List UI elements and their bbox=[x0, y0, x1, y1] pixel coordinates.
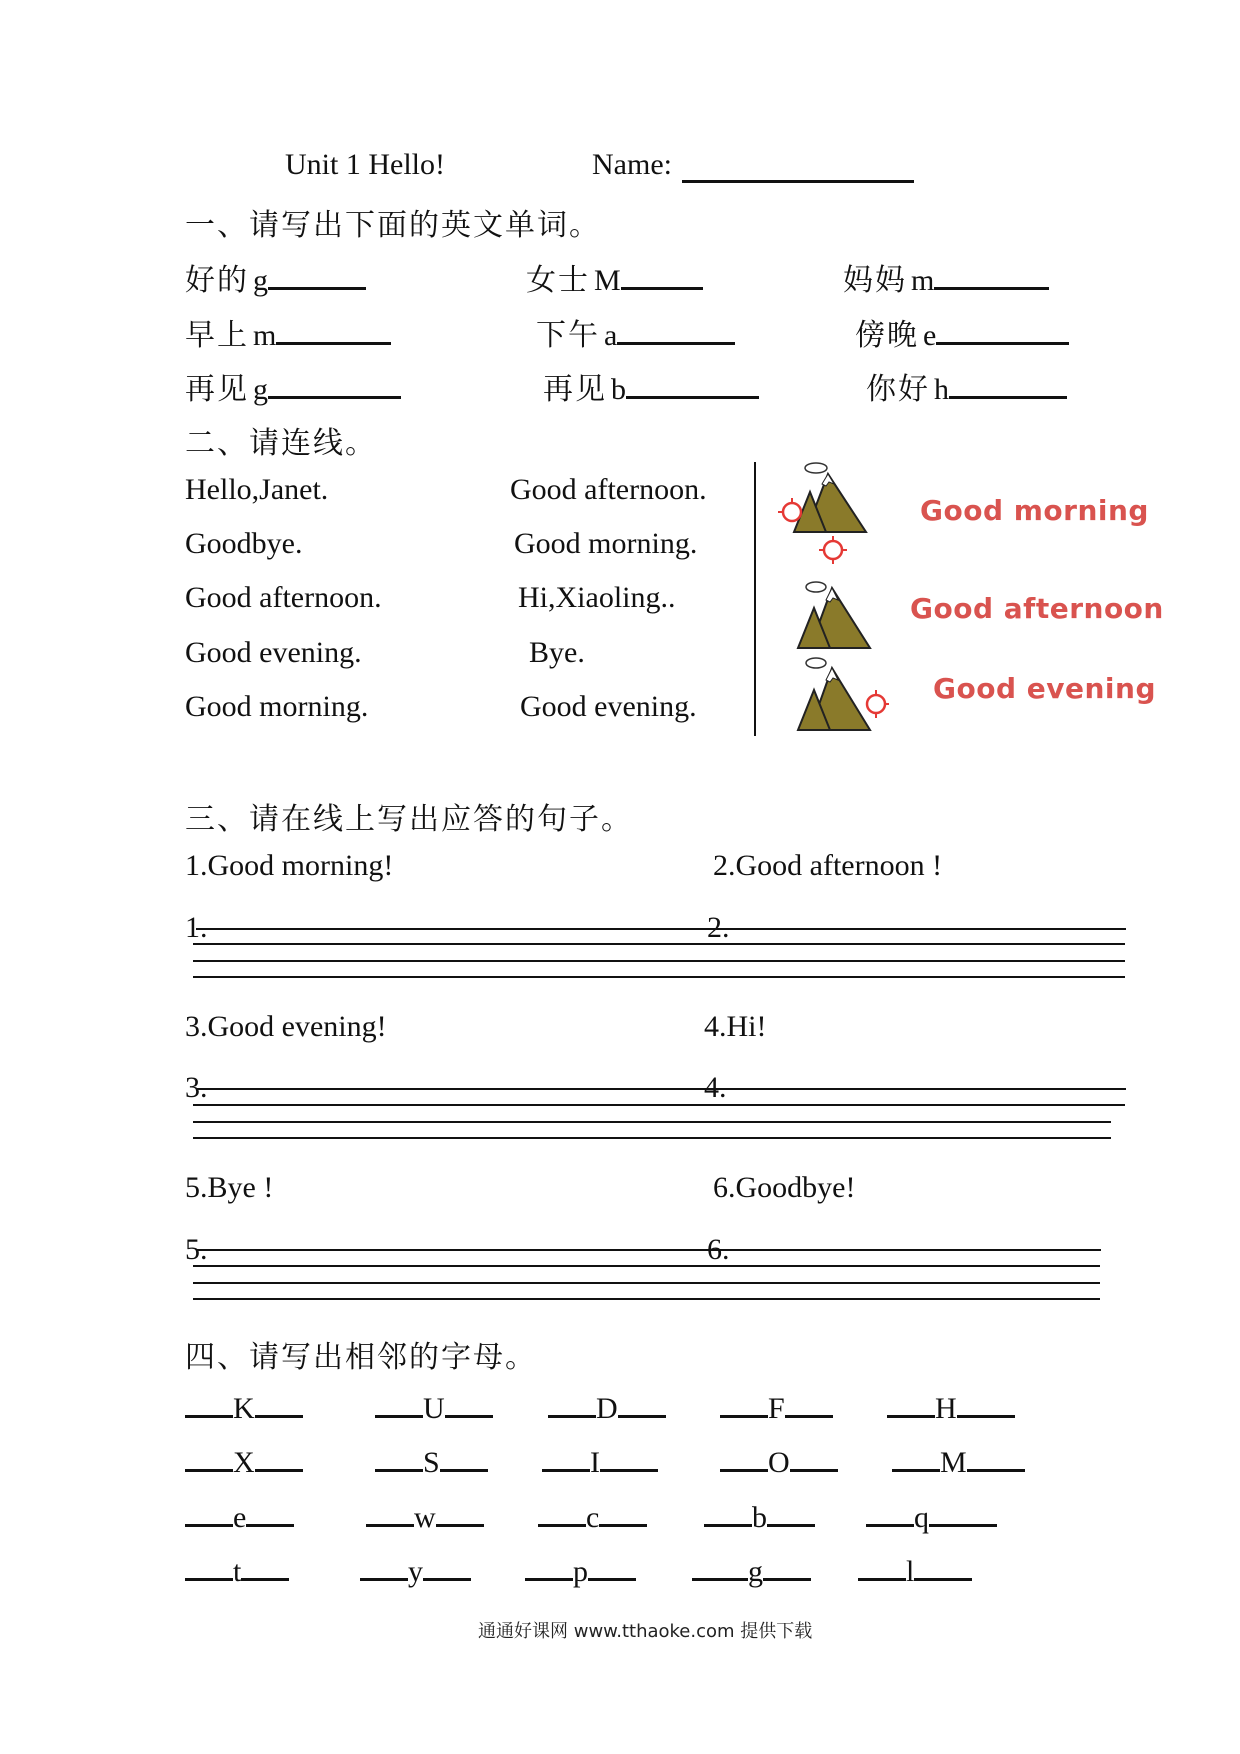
letter-blank[interactable] bbox=[185, 1550, 233, 1581]
letter-blank[interactable] bbox=[366, 1496, 414, 1527]
section3-title: 三、请在线上写出应答的句子。 bbox=[185, 802, 633, 837]
letter-blank[interactable] bbox=[436, 1496, 484, 1527]
word-first-letter: b bbox=[611, 373, 626, 406]
letter-item bbox=[858, 1550, 972, 1589]
word-chinese: 妈妈 bbox=[843, 263, 907, 298]
letter-blank[interactable] bbox=[542, 1441, 590, 1472]
word-first-letter: g bbox=[253, 264, 268, 297]
answer-line[interactable] bbox=[193, 1104, 1125, 1106]
answer-line[interactable] bbox=[193, 1298, 1100, 1300]
match-right-item[interactable]: Good morning. bbox=[514, 527, 698, 560]
match-right-item[interactable]: Good afternoon. bbox=[510, 473, 707, 506]
letter: X bbox=[233, 1446, 255, 1479]
section1-title: 一、请写出下面的英文单词。 bbox=[185, 208, 601, 243]
section2-title: 二、请连线。 bbox=[185, 426, 377, 461]
letter-item bbox=[185, 1441, 303, 1480]
letter-blank[interactable] bbox=[255, 1441, 303, 1472]
letter-item bbox=[185, 1387, 303, 1426]
letter: b bbox=[752, 1501, 767, 1534]
word-chinese: 再见 bbox=[185, 372, 249, 407]
letter-blank[interactable] bbox=[866, 1496, 914, 1527]
letter-item bbox=[185, 1550, 289, 1589]
letter: t bbox=[233, 1555, 242, 1588]
letter-blank[interactable] bbox=[704, 1496, 752, 1527]
reply-prompt: 2.Good afternoon ! bbox=[713, 849, 943, 882]
word-item bbox=[185, 255, 366, 299]
answer-line[interactable] bbox=[193, 1137, 1111, 1139]
word-first-letter: m bbox=[253, 319, 277, 352]
letter-item bbox=[375, 1387, 493, 1426]
answer-line[interactable] bbox=[193, 1282, 1100, 1284]
name-label: Name: bbox=[592, 148, 672, 181]
letter: U bbox=[423, 1392, 445, 1425]
answer-line[interactable] bbox=[196, 1249, 1101, 1251]
section4-title: 四、请写出相邻的字母。 bbox=[185, 1340, 537, 1375]
match-left-item[interactable]: Good evening. bbox=[185, 636, 362, 669]
letter-blank[interactable] bbox=[720, 1387, 768, 1418]
letter-blank[interactable] bbox=[538, 1496, 586, 1527]
letter-item bbox=[548, 1387, 666, 1426]
answer-line[interactable] bbox=[193, 976, 1125, 978]
reply-prompt: 3.Good evening! bbox=[185, 1010, 387, 1043]
mountain-sunrise-icon bbox=[776, 460, 876, 570]
letter-blank[interactable] bbox=[767, 1496, 815, 1527]
line-number: 3. bbox=[185, 1071, 208, 1104]
letter-item bbox=[866, 1496, 997, 1535]
word-chinese: 再见 bbox=[543, 372, 607, 407]
letter-blank[interactable] bbox=[720, 1441, 768, 1472]
word-item bbox=[526, 255, 703, 299]
letter: p bbox=[573, 1555, 588, 1588]
reply-prompt: 4.Hi! bbox=[704, 1010, 767, 1043]
letter-item bbox=[375, 1441, 488, 1480]
letter: D bbox=[596, 1392, 618, 1425]
letter-blank[interactable] bbox=[445, 1387, 493, 1418]
match-left-item[interactable]: Hello,Janet. bbox=[185, 473, 329, 506]
letter-item bbox=[542, 1441, 658, 1480]
letter-blank[interactable] bbox=[957, 1387, 1015, 1418]
letter: H bbox=[935, 1392, 957, 1425]
answer-line[interactable] bbox=[196, 928, 1126, 930]
letter-blank[interactable] bbox=[360, 1550, 408, 1581]
word-chinese: 下午 bbox=[536, 318, 600, 353]
line-number: 4. bbox=[704, 1071, 727, 1104]
reply-prompt: 5.Bye ! bbox=[185, 1171, 274, 1204]
letter-item bbox=[692, 1550, 811, 1589]
word-blank[interactable] bbox=[934, 259, 1049, 290]
match-left-item[interactable]: Good afternoon. bbox=[185, 581, 382, 614]
word-blank[interactable] bbox=[621, 259, 703, 290]
letter-blank[interactable] bbox=[185, 1496, 233, 1527]
word-blank[interactable] bbox=[268, 259, 366, 290]
letter: q bbox=[914, 1501, 929, 1534]
letter-item bbox=[887, 1387, 1015, 1426]
letter-blank[interactable] bbox=[185, 1387, 233, 1418]
letter-blank[interactable] bbox=[785, 1387, 833, 1418]
answer-line[interactable] bbox=[193, 960, 1125, 962]
letter: e bbox=[233, 1501, 247, 1534]
letter-blank[interactable] bbox=[423, 1550, 471, 1581]
word-chinese: 女士 bbox=[526, 263, 590, 298]
letter: w bbox=[414, 1501, 436, 1534]
picture-caption[interactable]: Good morning bbox=[920, 494, 1149, 527]
word-first-letter: M bbox=[594, 264, 621, 297]
match-right-item[interactable]: Hi,Xiaoling.. bbox=[518, 581, 676, 614]
word-first-letter: a bbox=[604, 319, 618, 352]
letter-blank[interactable] bbox=[600, 1441, 658, 1472]
match-left-item[interactable]: Goodbye. bbox=[185, 527, 303, 560]
word-first-letter: e bbox=[923, 319, 937, 352]
word-chinese: 早上 bbox=[185, 318, 249, 353]
letter-blank[interactable] bbox=[185, 1441, 233, 1472]
word-blank[interactable] bbox=[268, 368, 401, 399]
line-number: 1. bbox=[185, 911, 208, 944]
letter: g bbox=[748, 1555, 763, 1588]
letter-blank[interactable] bbox=[375, 1441, 423, 1472]
letter-blank[interactable] bbox=[887, 1387, 935, 1418]
letter: M bbox=[940, 1446, 967, 1479]
word-blank[interactable] bbox=[936, 314, 1069, 345]
letter-blank[interactable] bbox=[790, 1441, 838, 1472]
word-blank[interactable] bbox=[276, 314, 391, 345]
word-item bbox=[843, 255, 1049, 299]
word-first-letter: g bbox=[253, 373, 268, 406]
letter: I bbox=[590, 1446, 600, 1479]
reply-prompt: 6.Goodbye! bbox=[713, 1171, 856, 1204]
letter: l bbox=[906, 1555, 915, 1588]
picture-caption[interactable]: Good afternoon bbox=[910, 592, 1164, 625]
word-blank[interactable] bbox=[626, 368, 759, 399]
letter-blank[interactable] bbox=[967, 1441, 1025, 1472]
letter-blank[interactable] bbox=[763, 1550, 811, 1581]
line-number: 5. bbox=[185, 1233, 208, 1266]
letter: y bbox=[408, 1555, 423, 1588]
letter-blank[interactable] bbox=[599, 1496, 647, 1527]
line-number: 6. bbox=[707, 1233, 730, 1266]
word-item bbox=[855, 310, 1069, 354]
letter-blank[interactable] bbox=[858, 1550, 906, 1581]
word-item bbox=[866, 364, 1067, 408]
mountain-sunset-icon bbox=[796, 656, 890, 732]
word-first-letter: m bbox=[911, 264, 935, 297]
word-item bbox=[185, 310, 391, 354]
word-blank[interactable] bbox=[617, 314, 735, 345]
answer-line[interactable] bbox=[193, 943, 1125, 945]
letter-blank[interactable] bbox=[241, 1550, 289, 1581]
letter-blank[interactable] bbox=[525, 1550, 573, 1581]
word-blank[interactable] bbox=[949, 368, 1067, 399]
letter: K bbox=[233, 1392, 255, 1425]
letter: O bbox=[768, 1446, 790, 1479]
letter-item bbox=[366, 1496, 484, 1535]
word-chinese: 傍晚 bbox=[855, 318, 919, 353]
answer-line[interactable] bbox=[193, 1121, 1111, 1123]
footer-text: 通通好课网 www.tthaoke.com 提供下载 bbox=[478, 1621, 813, 1642]
letter-blank[interactable] bbox=[914, 1550, 972, 1581]
letter-item bbox=[892, 1441, 1025, 1480]
letter: S bbox=[423, 1446, 440, 1479]
letter-item bbox=[525, 1550, 636, 1589]
letter: c bbox=[586, 1501, 600, 1534]
letter: F bbox=[768, 1392, 785, 1425]
answer-line[interactable] bbox=[196, 1088, 1126, 1090]
vertical-divider bbox=[754, 462, 756, 736]
word-item bbox=[543, 364, 759, 408]
letter-blank[interactable] bbox=[892, 1441, 940, 1472]
word-item bbox=[536, 310, 735, 354]
letter-blank[interactable] bbox=[588, 1550, 636, 1581]
word-item bbox=[185, 364, 401, 408]
letter-blank[interactable] bbox=[929, 1496, 997, 1527]
letter-item bbox=[360, 1550, 471, 1589]
letter-blank[interactable] bbox=[618, 1387, 666, 1418]
picture-caption[interactable]: Good evening bbox=[933, 672, 1156, 705]
name-field[interactable] bbox=[682, 150, 914, 183]
letter-item bbox=[538, 1496, 647, 1535]
letter-item bbox=[720, 1441, 838, 1480]
word-chinese: 好的 bbox=[185, 263, 249, 298]
word-first-letter: h bbox=[934, 373, 949, 406]
match-right-item[interactable]: Good evening. bbox=[520, 690, 697, 723]
letter-blank[interactable] bbox=[246, 1496, 294, 1527]
letter-item bbox=[720, 1387, 833, 1426]
letter-blank[interactable] bbox=[692, 1550, 748, 1581]
mountain-cloud-icon bbox=[796, 580, 876, 650]
letter-item bbox=[704, 1496, 815, 1535]
answer-line[interactable] bbox=[193, 1265, 1100, 1267]
letter-blank[interactable] bbox=[440, 1441, 488, 1472]
match-left-item[interactable]: Good morning. bbox=[185, 690, 369, 723]
letter-blank[interactable] bbox=[255, 1387, 303, 1418]
letter-blank[interactable] bbox=[548, 1387, 596, 1418]
line-number: 2. bbox=[707, 911, 730, 944]
match-right-item[interactable]: Bye. bbox=[529, 636, 585, 669]
reply-prompt: 1.Good morning! bbox=[185, 849, 394, 882]
letter-blank[interactable] bbox=[375, 1387, 423, 1418]
unit-title: Unit 1 Hello! bbox=[285, 148, 445, 181]
word-chinese: 你好 bbox=[866, 372, 930, 407]
letter-item bbox=[185, 1496, 294, 1535]
